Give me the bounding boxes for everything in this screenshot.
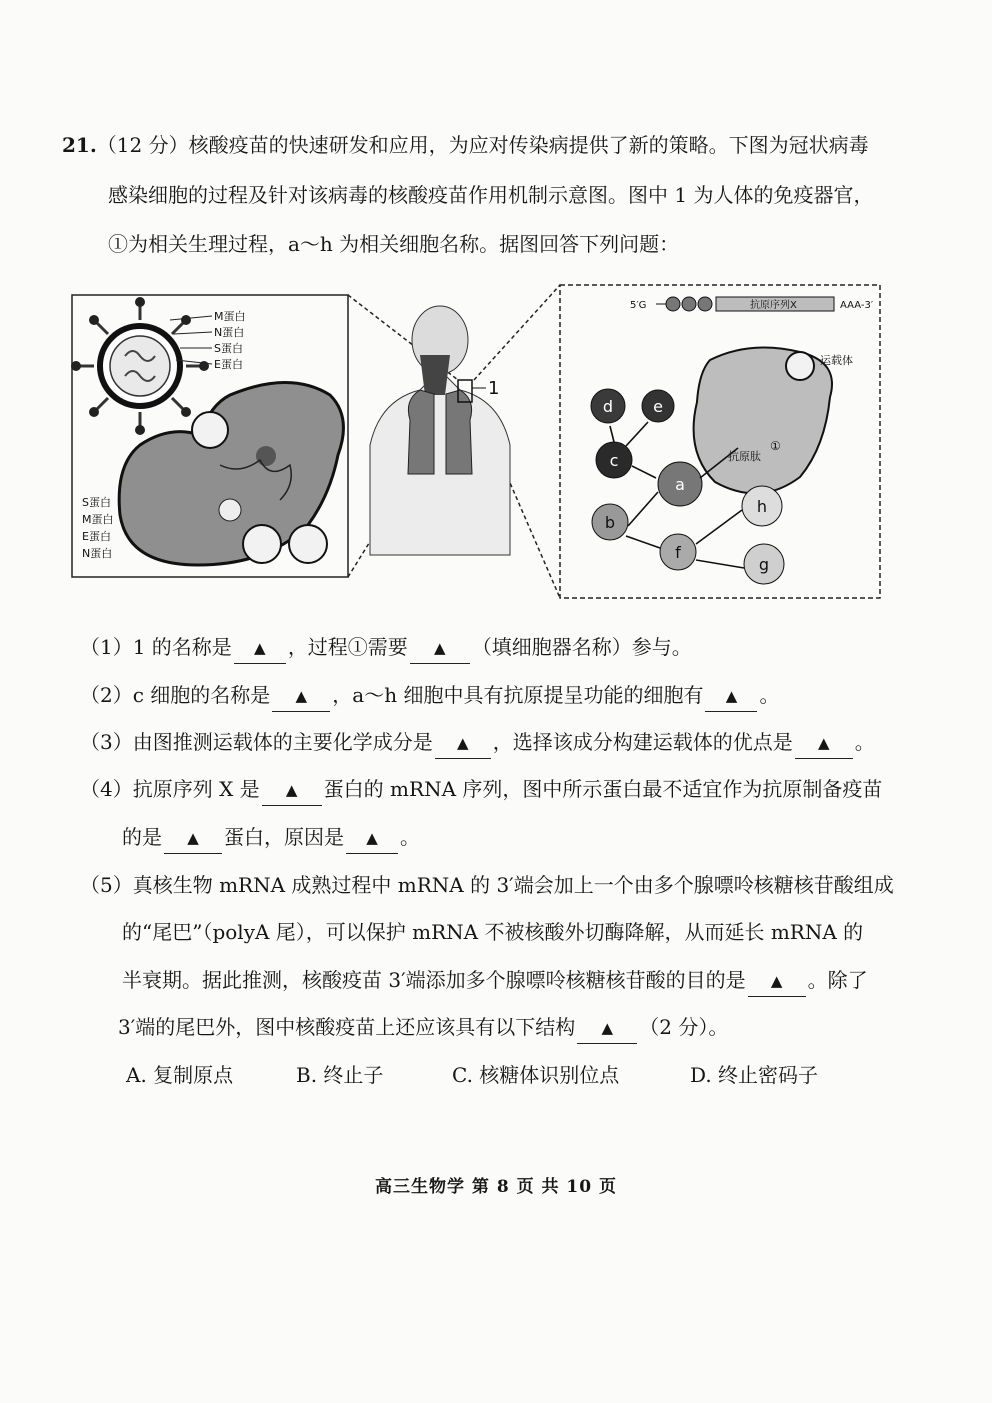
option-b[interactable]: B. 终止子 [296, 1063, 384, 1087]
subquestion-4-cont: 的是 ▲ 蛋白，原因是 ▲ 。 [122, 823, 420, 854]
svg-text:e: e [653, 397, 663, 416]
option-a[interactable]: A. 复制原点 [126, 1063, 234, 1087]
legend-item: E蛋白 [82, 530, 111, 543]
answer-blank[interactable]: ▲ [435, 728, 491, 759]
subquestion-5-line-1: （5）真核生物 mRNA 成熟过程中 mRNA 的 3′端会加上一个由多个腺嘌呤核糖核苷酸组成 [80, 873, 894, 897]
subquestion-5-line-2: 的“尾巴”（polyA 尾），可以保护 mRNA 不被核酸外切酶降解，从而延长 mRNA 的 [122, 920, 864, 944]
peptide-label: 抗原肽 [728, 450, 761, 463]
option-c[interactable]: C. 核糖体识别位点 [452, 1063, 620, 1087]
virus-label: S蛋白 [214, 342, 243, 355]
svg-text:d: d [602, 397, 614, 416]
coronavirus [71, 297, 209, 435]
answer-blank[interactable]: ▲ [748, 966, 806, 997]
legend-item: M蛋白 [82, 513, 114, 526]
svg-text:5′G: 5′G [630, 300, 647, 311]
process-label: ① [770, 439, 781, 453]
svg-text:抗原序列X: 抗原序列X [750, 300, 797, 311]
subquestion-5-line-4: 3′端的尾巴外，图中核酸疫苗上还应该具有以下结构 ▲ （2 分）。 [118, 1013, 728, 1044]
svg-text:f: f [675, 543, 681, 562]
question-intro-line-2: 感染细胞的过程及针对该病毒的核酸疫苗作用机制示意图。图中 1 为人体的免疫器官， [108, 183, 874, 207]
legend-item: S蛋白 [82, 496, 111, 509]
carrier-label: 运载体 [820, 354, 853, 367]
svg-text:c: c [609, 451, 619, 470]
subquestion-2: （2）c 细胞的名称是 ▲ ，a～h 细胞中具有抗原提呈功能的细胞有 ▲ 。 [80, 681, 779, 712]
answer-blank[interactable]: ▲ [410, 633, 470, 664]
answer-blank[interactable]: ▲ [346, 823, 398, 854]
organ-label: 1 [488, 378, 500, 399]
svg-text:g: g [758, 555, 770, 574]
mrna-vaccine [630, 297, 874, 311]
svg-text:AAA-3′: AAA-3′ [840, 300, 874, 311]
answer-blank[interactable]: ▲ [234, 633, 286, 664]
answer-blank[interactable]: ▲ [272, 681, 330, 712]
svg-text:h: h [756, 497, 768, 516]
svg-text:b: b [604, 513, 616, 532]
page-footer: 高三生物学 第 8 页 共 10 页 [375, 1177, 617, 1197]
subquestion-1: （1）1 的名称是 ▲ ，过程①需要 ▲ （填细胞器名称）参与。 [80, 633, 692, 664]
option-d[interactable]: D. 终止密码子 [690, 1063, 819, 1087]
answer-blank[interactable]: ▲ [262, 775, 322, 806]
virus-label: N蛋白 [214, 326, 245, 339]
virus-label: M蛋白 [214, 310, 246, 323]
answer-blank[interactable]: ▲ [705, 681, 757, 712]
answer-blank[interactable]: ▲ [577, 1013, 637, 1044]
answer-blank[interactable]: ▲ [164, 823, 222, 854]
virus-label: E蛋白 [214, 358, 243, 371]
human-torso [370, 306, 510, 555]
subquestion-5-line-3: 半衰期。据此推测，核酸疫苗 3′端添加多个腺嘌呤核糖核苷酸的目的是 ▲ 。除了 [122, 966, 868, 997]
question-intro-line-3: ①为相关生理过程，a～h 为相关细胞名称。据图回答下列问题： [108, 232, 680, 256]
legend-item: N蛋白 [82, 547, 113, 560]
immune-mechanism-diagram [70, 280, 882, 602]
answer-blank[interactable]: ▲ [795, 728, 853, 759]
question-intro-line-1: 21.（12 分）核酸疫苗的快速研发和应用，为应对传染病提供了新的策略。下图为冠状病毒 [62, 133, 869, 157]
subquestion-3: （3）由图推测运载体的主要化学成分是 ▲ ，选择该成分构建运载体的优点是 ▲ 。 [80, 728, 875, 759]
svg-text:a: a [675, 475, 685, 494]
subquestion-4: （4）抗原序列 X 是 ▲ 蛋白的 mRNA 序列，图中所示蛋白最不适宜作为抗原制备疫苗 [80, 775, 882, 806]
